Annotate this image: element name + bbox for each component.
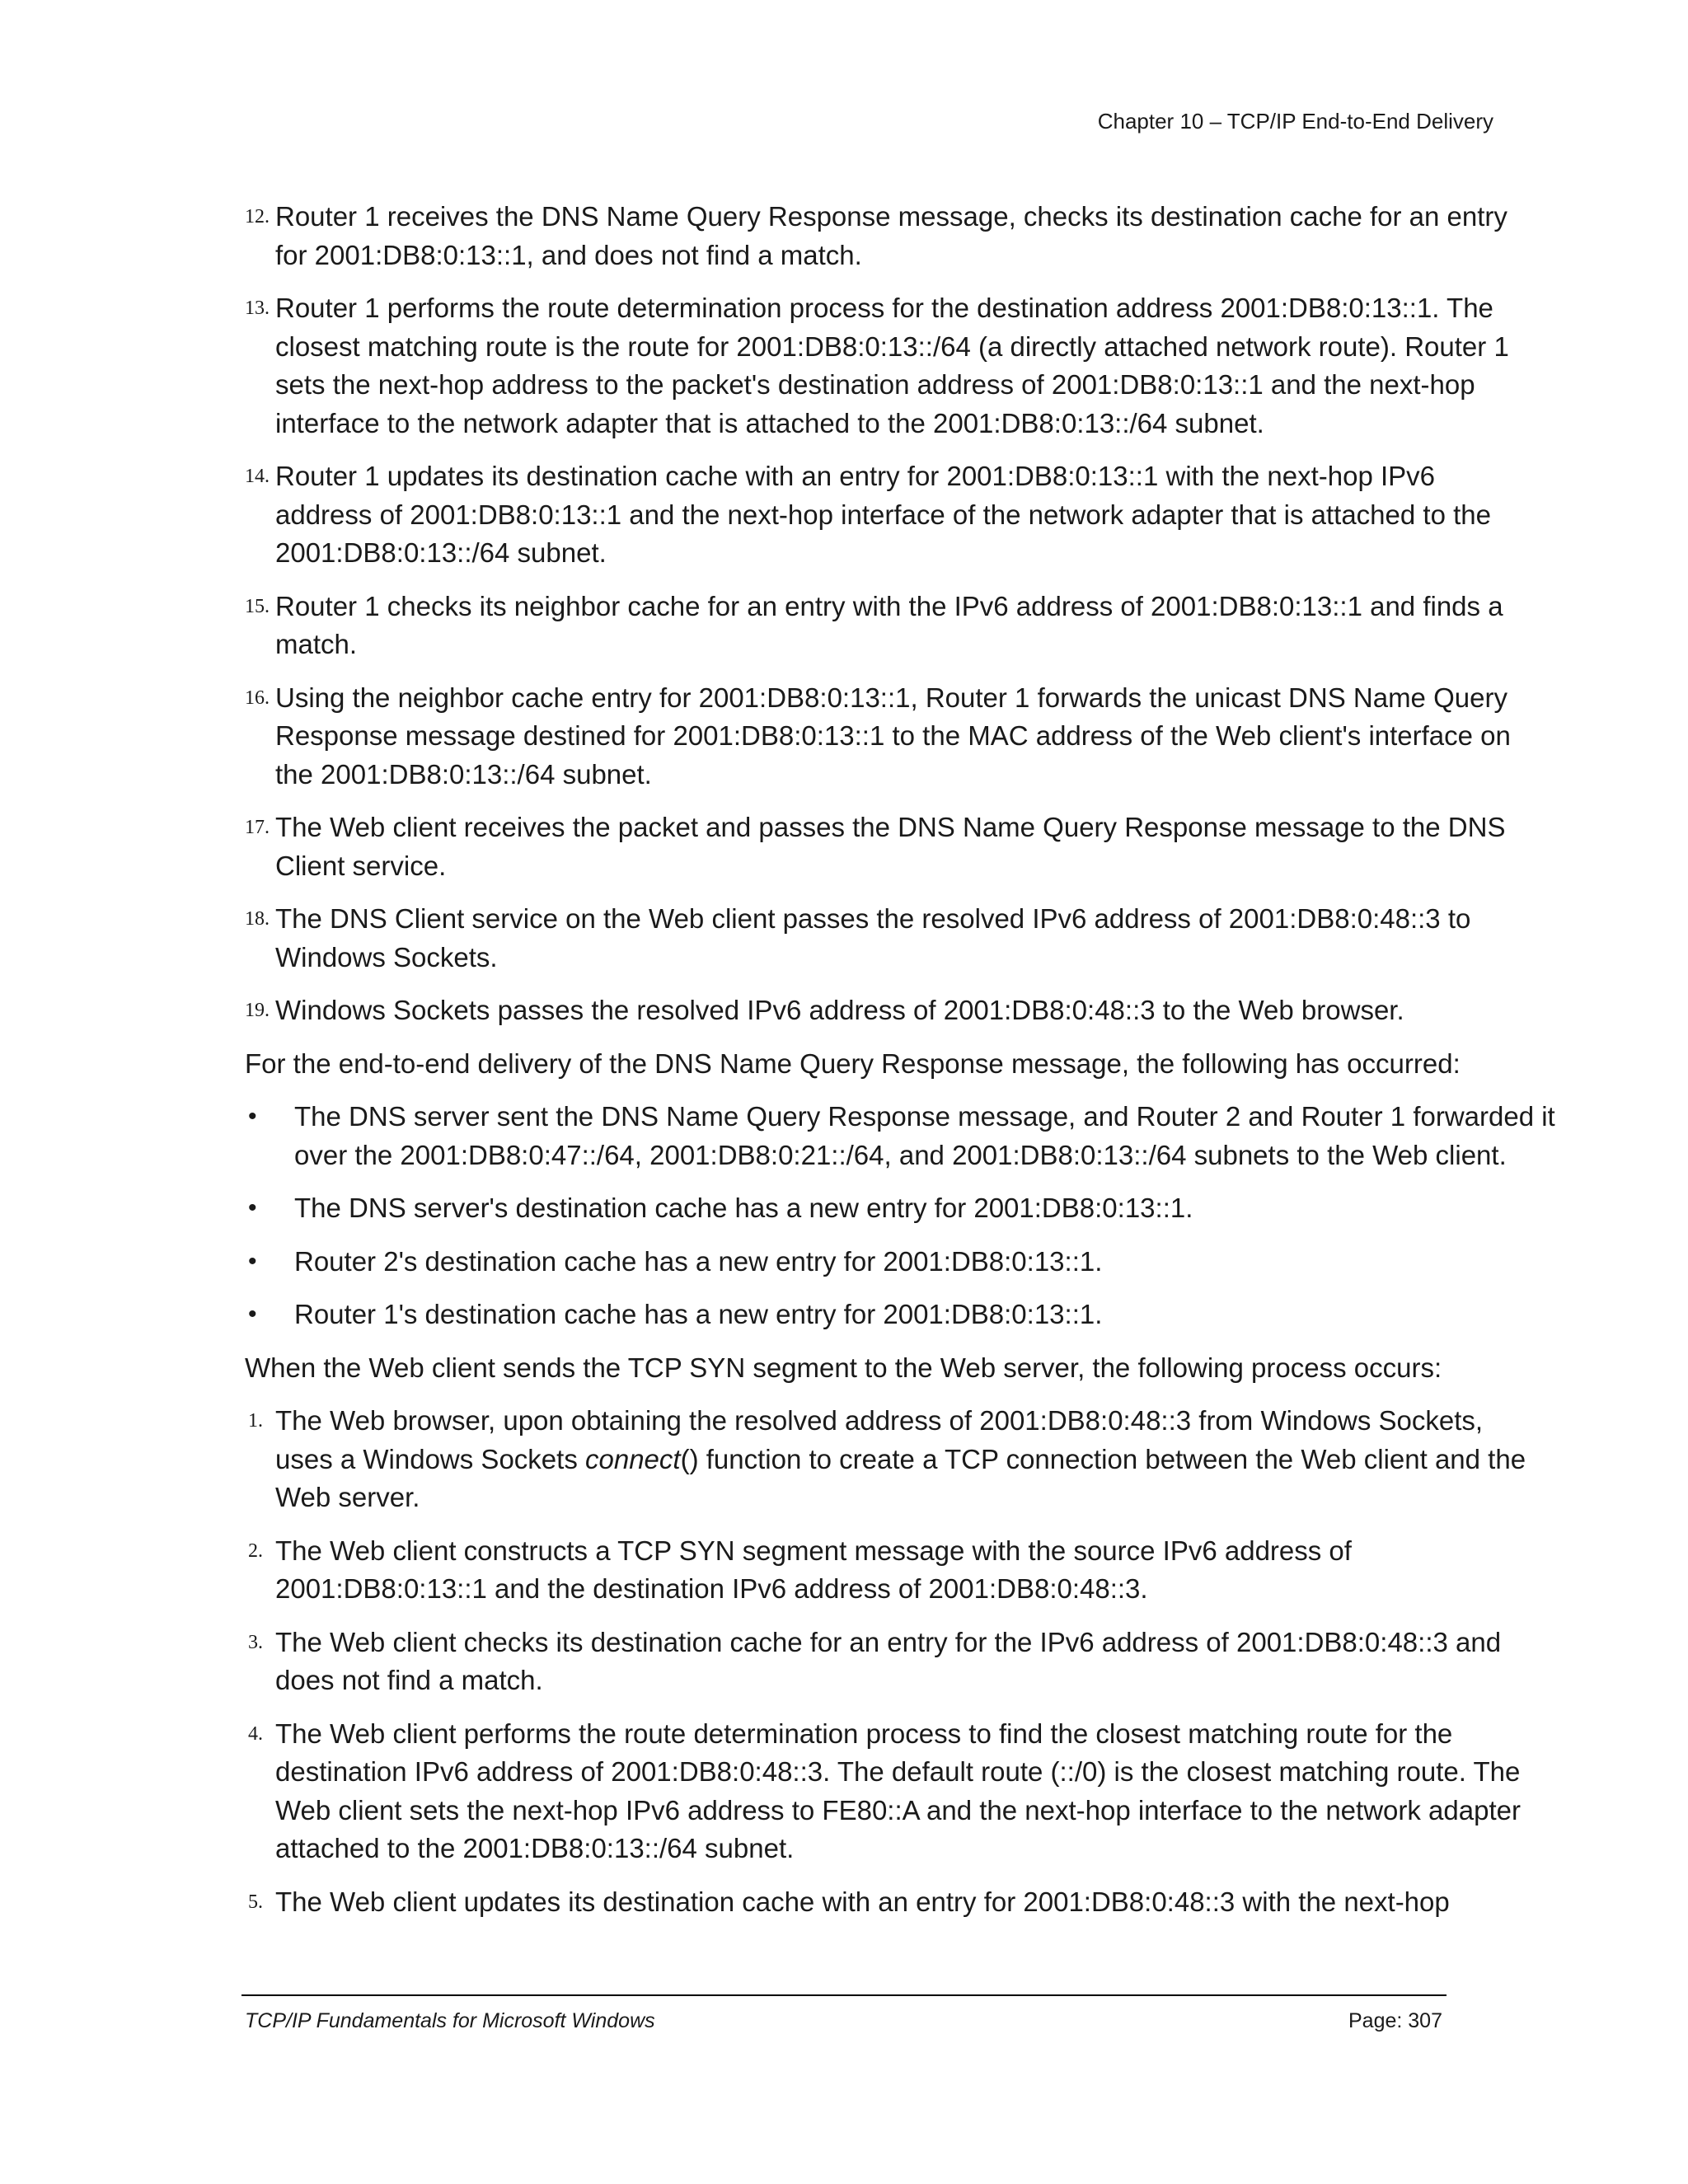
list-item-text: The Web client constructs a TCP SYN segment message with the source IPv6 address of 2001:DB8:0:13::1 and the destination IPv6 address of 2001:DB8:0:48::3.: [275, 1535, 1352, 1604]
running-header: Chapter 10 – TCP/IP End-to-End Delivery: [1097, 109, 1493, 134]
list-number: 17.: [245, 817, 270, 838]
list-item-text: Router 1 checks its neighbor cache for an entry with the IPv6 address of 2001:DB8:0:13::1 and finds a match.: [275, 590, 1503, 659]
bullet-item: [245, 1189, 1564, 1228]
list-item-text: The Web client receives the packet and passes the DNS Name Query Response message to the DNS Client service.: [275, 812, 1506, 881]
list-number: 1.: [248, 1410, 263, 1432]
list-item-15: [245, 588, 1536, 664]
bullet-icon: •: [248, 1247, 257, 1275]
list-item-4: [245, 1715, 1536, 1868]
list-number: 4.: [248, 1722, 263, 1745]
paragraph-delivery-summary: For the end-to-end delivery of the DNS Name Query Response message, the following has occurred:: [245, 1047, 1461, 1079]
list-item-text-after: () function to create a TCP connection between the Web client and the Web server.: [275, 1443, 1526, 1512]
list-item-text: Router 1 performs the route determination process for the destination address 2001:DB8:0:13::1. The closest matching route is the route for 2001:DB8:0:13::/64 (a directly attached network route). Router 1 sets the next-hop address to the packet's destination address of 2001:DB8:0:13::1 and the next-hop interface to the network adapter that is attached to the 2001:DB8:0:13::/64 subnet.: [275, 293, 1509, 438]
list-item-text: Router 1 receives the DNS Name Query Response message, checks its destination cache for an entry for 2001:DB8:0:13::1, and does not find a match.: [275, 201, 1507, 270]
footer-page-number: Page: 307: [1348, 2009, 1442, 2032]
bullet-item: [245, 1098, 1564, 1174]
list-number: 15.: [245, 595, 270, 617]
list-item-5: [245, 1883, 1536, 1922]
list-item-17: [245, 808, 1536, 885]
list-number: 5.: [248, 1891, 263, 1913]
list-item-18: [245, 900, 1536, 977]
list-item-text: Windows Sockets passes the resolved IPv6 address of 2001:DB8:0:48::3 to the Web browser.: [275, 995, 1404, 1025]
page-body: [245, 198, 1564, 1936]
bullet-text: The DNS server sent the DNS Name Query Response message, and Router 2 and Router 1 forwarded it over the 2001:DB8:0:47::/64, 2001:DB8:0:21::/64, and 2001:DB8:0:13::/64 subnets to the Web client.: [294, 1101, 1555, 1170]
footer-book-title: TCP/IP Fundamentals for Microsoft Windows: [245, 2009, 655, 2032]
list-number: 3.: [248, 1631, 263, 1653]
bullet-icon: •: [248, 1194, 257, 1221]
bullet-text: The DNS server's destination cache has a new entry for 2001:DB8:0:13::1.: [294, 1193, 1193, 1223]
list-item-text-before: The Web browser, upon obtaining the resolved address of 2001:DB8:0:48::3 from Windows Sockets, uses a Windows Sockets: [275, 1405, 1484, 1474]
list-number: 12.: [245, 206, 270, 227]
list-item-1: [245, 1402, 1536, 1517]
list-item-text: Router 1 updates its destination cache with an entry for 2001:DB8:0:13::1 with the next-hop IPv6 address of 2001:DB8:0:13::1 and the next-hop interface of the network adapter that is attached to the 2001:DB8:0:13::/64 subnet.: [275, 461, 1491, 568]
list-number: 2.: [248, 1540, 263, 1562]
list-number: 14.: [245, 466, 270, 487]
list-number: 18.: [245, 908, 270, 930]
function-name: connect: [585, 1443, 681, 1474]
list-item-text: The Web client checks its destination cache for an entry for the IPv6 address of 2001:DB8:0:48::3 and does not find a match.: [275, 1626, 1502, 1695]
list-item-14: [245, 457, 1536, 573]
list-item-16: [245, 679, 1536, 794]
list-number: 16.: [245, 687, 270, 709]
bullet-item: [245, 1243, 1564, 1282]
list-item-text: The Web client performs the route determination process to find the closest matching route for the destination IPv6 address of 2001:DB8:0:48::3. The default route (::/0) is the closest matching route. The Web client sets the next-hop IPv6 address to FE80::A and the next-hop interface to the network adapter attached to the 2001:DB8:0:13::/64 subnet.: [275, 1718, 1521, 1863]
list-item-19: [245, 991, 1536, 1030]
bullet-icon: •: [248, 1301, 257, 1328]
bullet-text: Router 2's destination cache has a new entry for 2001:DB8:0:13::1.: [294, 1245, 1103, 1277]
list-item-text: The Web client updates its destination cache with an entry for 2001:DB8:0:48::3 with the next-hop: [275, 1886, 1450, 1917]
bullet-text: Router 1's destination cache has a new entry for 2001:DB8:0:13::1.: [294, 1299, 1103, 1329]
list-item-3: [245, 1624, 1536, 1700]
bullet-icon: •: [248, 1103, 257, 1130]
list-item-12: [245, 198, 1536, 274]
list-item-text: Using the neighbor cache entry for 2001:DB8:0:13::1, Router 1 forwards the unicast DNS Name Query Response message destined for 2001:DB8:0:13::1 to the MAC address of the Web client's interface on the 2001:DB8:0:13::/64 subnet.: [275, 682, 1511, 790]
list-number: 13.: [245, 298, 270, 319]
bullet-item: [245, 1296, 1564, 1334]
list-item-2: [245, 1532, 1495, 1609]
list-item-13: [245, 289, 1536, 443]
list-number: 19.: [245, 1000, 270, 1021]
list-item-text: The DNS Client service on the Web client passes the resolved IPv6 address of 2001:DB8:0:48::3 to Windows Sockets.: [275, 903, 1471, 972]
footer-divider: [241, 1994, 1447, 1996]
paragraph-tcp-syn-intro: When the Web client sends the TCP SYN segment to the Web server, the following process occurs:: [245, 1352, 1442, 1383]
